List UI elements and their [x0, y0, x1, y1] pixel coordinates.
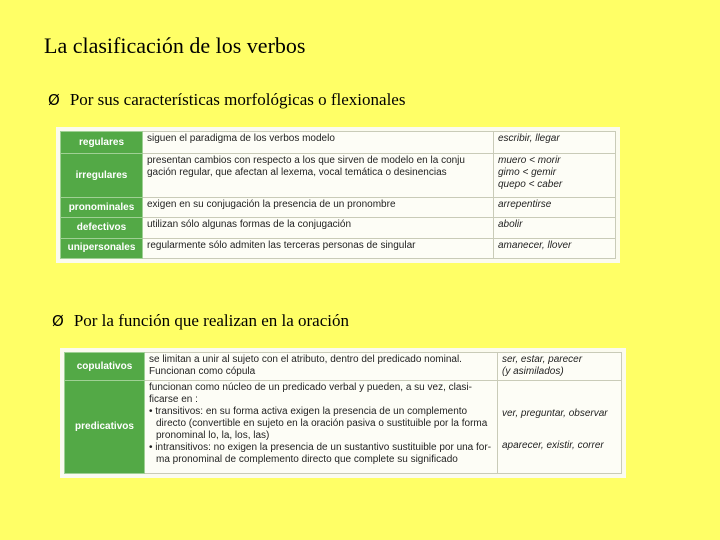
category-cell: unipersonales	[61, 238, 143, 258]
category-cell: irregulares	[61, 154, 143, 198]
description-cell: siguen el paradigma de los verbos modelo	[143, 132, 494, 154]
description-cell: exigen en su conjugación la presencia de un pronombre	[143, 198, 494, 218]
bullet-function	[52, 311, 349, 331]
example-cell: arrepentirse	[494, 198, 616, 218]
example-cell: abolir	[494, 218, 616, 238]
intransitivos-text: • intransitivos: no exigen la presencia de un sustantivo sustituible por una for-	[149, 442, 492, 453]
bullet-text: Por sus características morfológicas o flexionales	[69, 90, 406, 109]
arrow-bullet-icon: Ø	[52, 312, 64, 330]
table-row	[61, 132, 616, 154]
category-cell: predicativos	[65, 381, 145, 474]
transitivos-text: • transitivos: en su forma activa exigen la presencia de un complemento	[149, 406, 468, 417]
arrow-bullet-icon: Ø	[48, 91, 60, 109]
category-cell: defectivos	[61, 218, 143, 238]
example-cell: muero < morir gimo < gemir quepo < caber	[494, 154, 616, 198]
example-cell: amanecer, llover	[494, 238, 616, 258]
morphological-classification-table	[56, 127, 620, 263]
description-cell: utilizan sólo algunas formas de la conjugación	[143, 218, 494, 238]
bullet-morphological	[48, 90, 405, 110]
description-cell: regularmente sólo admiten las terceras personas de singular	[143, 238, 494, 258]
example-cell: ver, preguntar, observar aparecer, existir, correr	[498, 381, 622, 474]
description-cell: funcionan como núcleo de un predicado verbal y pueden, a su vez, clasi- ficarse en : • transitivos: en su forma activa exigen la presencia de un complemento directo (convertible en sujeto en la oración pasiva o sustituible por la forma pronominal lo, la, los, las) • intransitivos: no exigen la presencia de un sustantivo sustituible por una for- ma pronominal de complemento directo que complete su significado	[145, 381, 498, 474]
functional-classification-table	[60, 348, 626, 478]
table-row	[61, 238, 616, 258]
category-cell: pronominales	[61, 198, 143, 218]
table-row	[61, 154, 616, 198]
example-cell: ser, estar, parecer (y asimilados)	[498, 353, 622, 381]
table-row	[61, 198, 616, 218]
table-row	[65, 381, 622, 474]
description-cell: se limitan a unir al sujeto con el atributo, dentro del predicado nominal. Funcionan como cópula	[145, 353, 498, 381]
description-cell: presentan cambios con respecto a los que sirven de modelo en la conju gación regular, que afectan al lexema, vocal temática o desinencias	[143, 154, 494, 198]
example-cell: escribir, llegar	[494, 132, 616, 154]
page-title: La clasificación de los verbos	[44, 33, 306, 58]
category-cell: regulares	[61, 132, 143, 154]
table-row	[65, 353, 622, 381]
bullet-text: Por la función que realizan en la oración	[73, 311, 349, 330]
category-cell: copulativos	[65, 353, 145, 381]
table-row	[61, 218, 616, 238]
